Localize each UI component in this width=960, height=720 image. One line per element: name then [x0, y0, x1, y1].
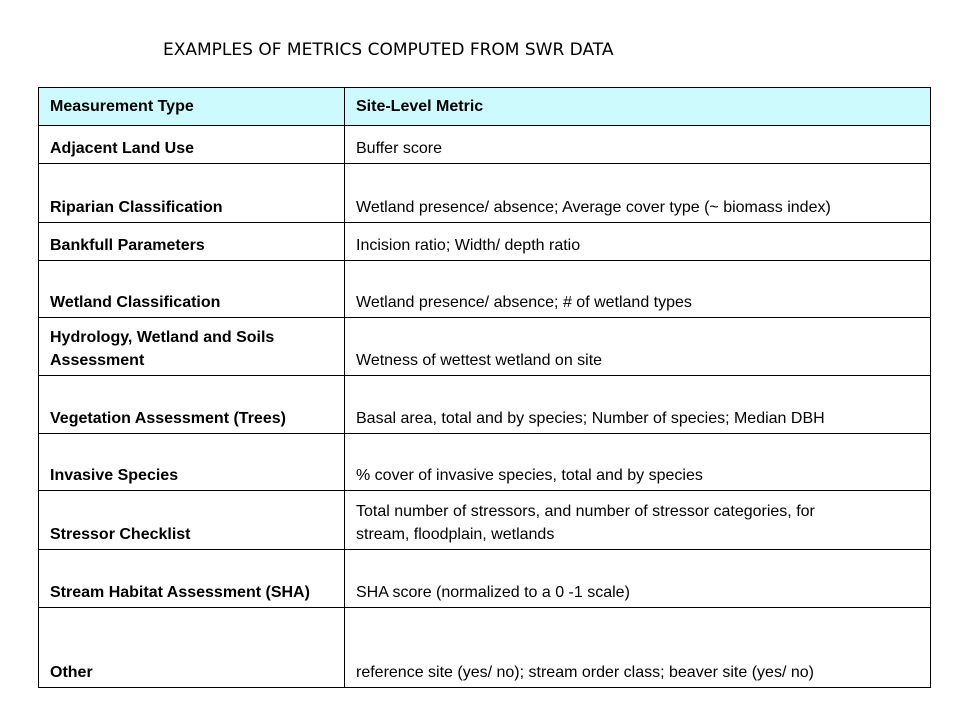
- site-level-metric-cell: Total number of stressors, and number of stressor categories, for stream, floodplain, wetlands: [345, 491, 931, 550]
- measurement-type-cell: Bankfull Parameters: [39, 223, 345, 261]
- site-level-metric-cell: Incision ratio; Width/ depth ratio: [345, 223, 931, 261]
- measurement-type-cell: Stream Habitat Assessment (SHA): [39, 550, 345, 608]
- table-row: [39, 318, 931, 376]
- site-level-metric-cell: Wetness of wettest wetland on site: [345, 318, 931, 376]
- measurement-type-cell: Hydrology, Wetland and Soils Assessment: [39, 318, 345, 376]
- measurement-type-cell: Invasive Species: [39, 434, 345, 491]
- table-row: [39, 434, 931, 491]
- table-row: [39, 608, 931, 688]
- table-header-row: [39, 88, 931, 126]
- metrics-table: [38, 87, 931, 688]
- table-row: [39, 491, 931, 550]
- site-level-metric-cell: SHA score (normalized to a 0 -1 scale): [345, 550, 931, 608]
- table-row: [39, 376, 931, 434]
- slide-title: EXAMPLES OF METRICS COMPUTED FROM SWR DATA: [163, 40, 614, 60]
- measurement-type-cell: Vegetation Assessment (Trees): [39, 376, 345, 434]
- measurement-type-cell: Stressor Checklist: [39, 491, 345, 550]
- table-row: [39, 126, 931, 164]
- site-level-metric-cell: Wetland presence/ absence; Average cover type (~ biomass index): [345, 164, 931, 223]
- site-level-metric-cell: % cover of invasive species, total and by species: [345, 434, 931, 491]
- table-row: [39, 261, 931, 318]
- site-level-metric-cell: Basal area, total and by species; Number of species; Median DBH: [345, 376, 931, 434]
- measurement-type-cell: Adjacent Land Use: [39, 126, 345, 164]
- table-row: [39, 550, 931, 608]
- measurement-type-cell: Riparian Classification: [39, 164, 345, 223]
- column-header-site-level-metric: Site-Level Metric: [345, 88, 931, 126]
- table-row: [39, 223, 931, 261]
- site-level-metric-cell: Wetland presence/ absence; # of wetland types: [345, 261, 931, 318]
- measurement-type-cell: Other: [39, 608, 345, 688]
- column-header-measurement-type: Measurement Type: [39, 88, 345, 126]
- measurement-type-cell: Wetland Classification: [39, 261, 345, 318]
- table-row: [39, 164, 931, 223]
- site-level-metric-cell: reference site (yes/ no); stream order class; beaver site (yes/ no): [345, 608, 931, 688]
- site-level-metric-cell: Buffer score: [345, 126, 931, 164]
